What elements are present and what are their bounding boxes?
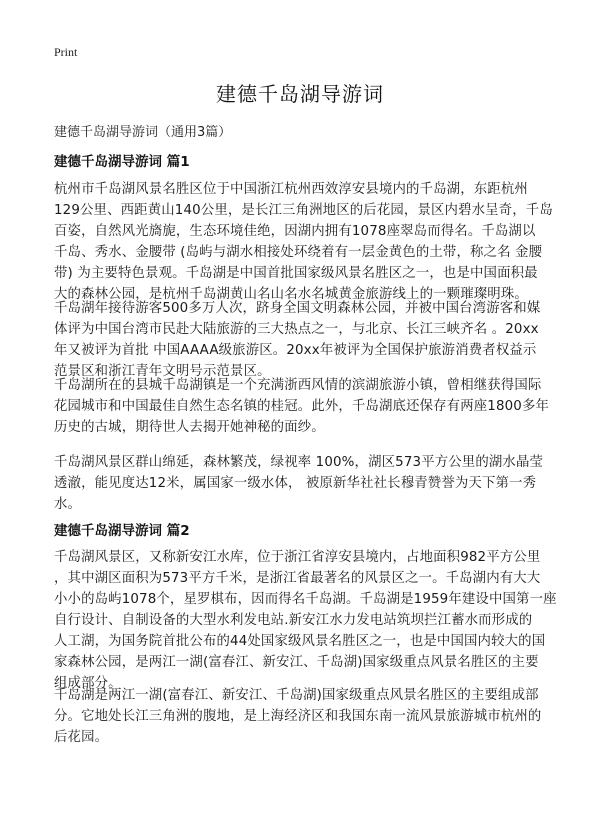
text-line: 水。 [54,497,82,512]
text-line: 杭州市千岛湖风景名胜区位于中国浙江杭州西效淳安县境内的千岛湖，东距杭州 [54,182,528,197]
text-line: 自行设计、自制设备的大型水利发电站.新安江水力发电站筑坝拦江蓄水而形成的 [54,613,533,628]
document-title: 建德千岛湖导游词 [216,82,384,106]
text-line: 129公里、西距黄山140公里，是长江三角洲地区的后花园，景区内碧水呈奇，千岛 [54,203,553,218]
text-line: 千岛湖是两江一湖(富春江、新安江、千岛湖)国家级重点风景名胜区的主要组成部 [54,688,539,703]
text-line: 千岛、秀水、金腰带 (岛屿与湖水相接处环绕着有一层金黄色的土带，称之名 金腰 [54,245,543,260]
text-line: 千岛湖风景区，又称新安江水库，位于浙江省淳安县境内，占地面积982平方公里 [54,550,541,565]
section-heading-1: 建德千岛湖导游词 篇1 [54,154,190,170]
text-line: 千岛湖所在的县城千岛湖镇是一个充满浙西风情的滨湖旅游小镇，曾相继获得国际 [54,378,542,393]
section-heading-2: 建德千岛湖导游词 篇2 [54,523,190,539]
text-line: 年又被评为首批 中国AAAA级旅游区。20xx年被评为全国保护旅游消费者权益示 [54,343,537,358]
print-label: Print [54,45,78,59]
text-line: 千岛湖年接待游客500多万人次，跻身全国文明森林公园，并被中国台湾游客和媒 [54,301,541,316]
text-line: 千岛湖风景区群山绵延，森林繁茂，绿视率 100%，湖区573平方公里的湖水晶莹 [54,455,544,470]
text-line: 花园城市和中国最佳自然生态名镇的桂冠。此外，千岛湖底还保存有两座1800多年 [54,399,550,414]
paragraph-1-4 [54,452,574,515]
text-line: 大的森林公园，是杭州千岛湖黄山名山名水名城黄金旅游线上的一颗璀璨明珠。 [54,287,528,302]
text-line: 分。它地处长江三角洲的腹地，是上海经济区和我国东南一流风景旅游城市杭州的 [54,709,542,724]
paragraph-1-2 [54,298,574,382]
text-line: 带) 为主要特色景观。千岛湖是中国首批国家级风景名胜区之一，也是中国面积最 [54,266,538,281]
text-line: 体评为中国台湾市民赴大陆旅游的三大热点之一，与北京、长江三峡齐名 。20xx [54,322,539,337]
text-line: 范景区和浙江青年文明号示范景区。 [54,364,271,379]
text-line: 透澈，能见度达12米，属国家一级水体， 被原新华社社长穆青赞誉为天下第一秀 [54,476,537,491]
text-line: 后花园。 [54,730,109,745]
paragraph-2-1 [54,547,574,694]
text-line: 家森林公园，是两江一湖(富春江、新安江、千岛湖)国家级重点风景名胜区的主要 [54,655,539,670]
text-line: 人工湖，为国务院首批公布的44处国家级风景名胜区之一，也是中国国内较大的国 [54,634,546,649]
text-line: ，其中湖区面积为573平方千米，是浙江省最著名的风景区之一。千岛湖内有大大 [54,571,541,586]
text-line: 组成部分。 [54,676,122,691]
text-line: 百姿，自然风光旖旎，生态环境佳绝，因湖内拥有1078座翠岛而得名。千岛湖以 [54,224,536,239]
paragraph-1-1 [54,179,574,305]
text-line: 历史的古城，期待世人去揭开她神秘的面纱。 [54,420,325,435]
document-subtitle: 建德千岛湖导游词（通用3篇） [54,125,232,140]
paragraph-1-3 [54,375,574,438]
paragraph-2-2 [54,685,574,748]
text-line: 小小的岛屿1078个，星罗棋布，因而得名千岛湖。千岛湖是1959年建设中国第一座 [54,592,557,607]
